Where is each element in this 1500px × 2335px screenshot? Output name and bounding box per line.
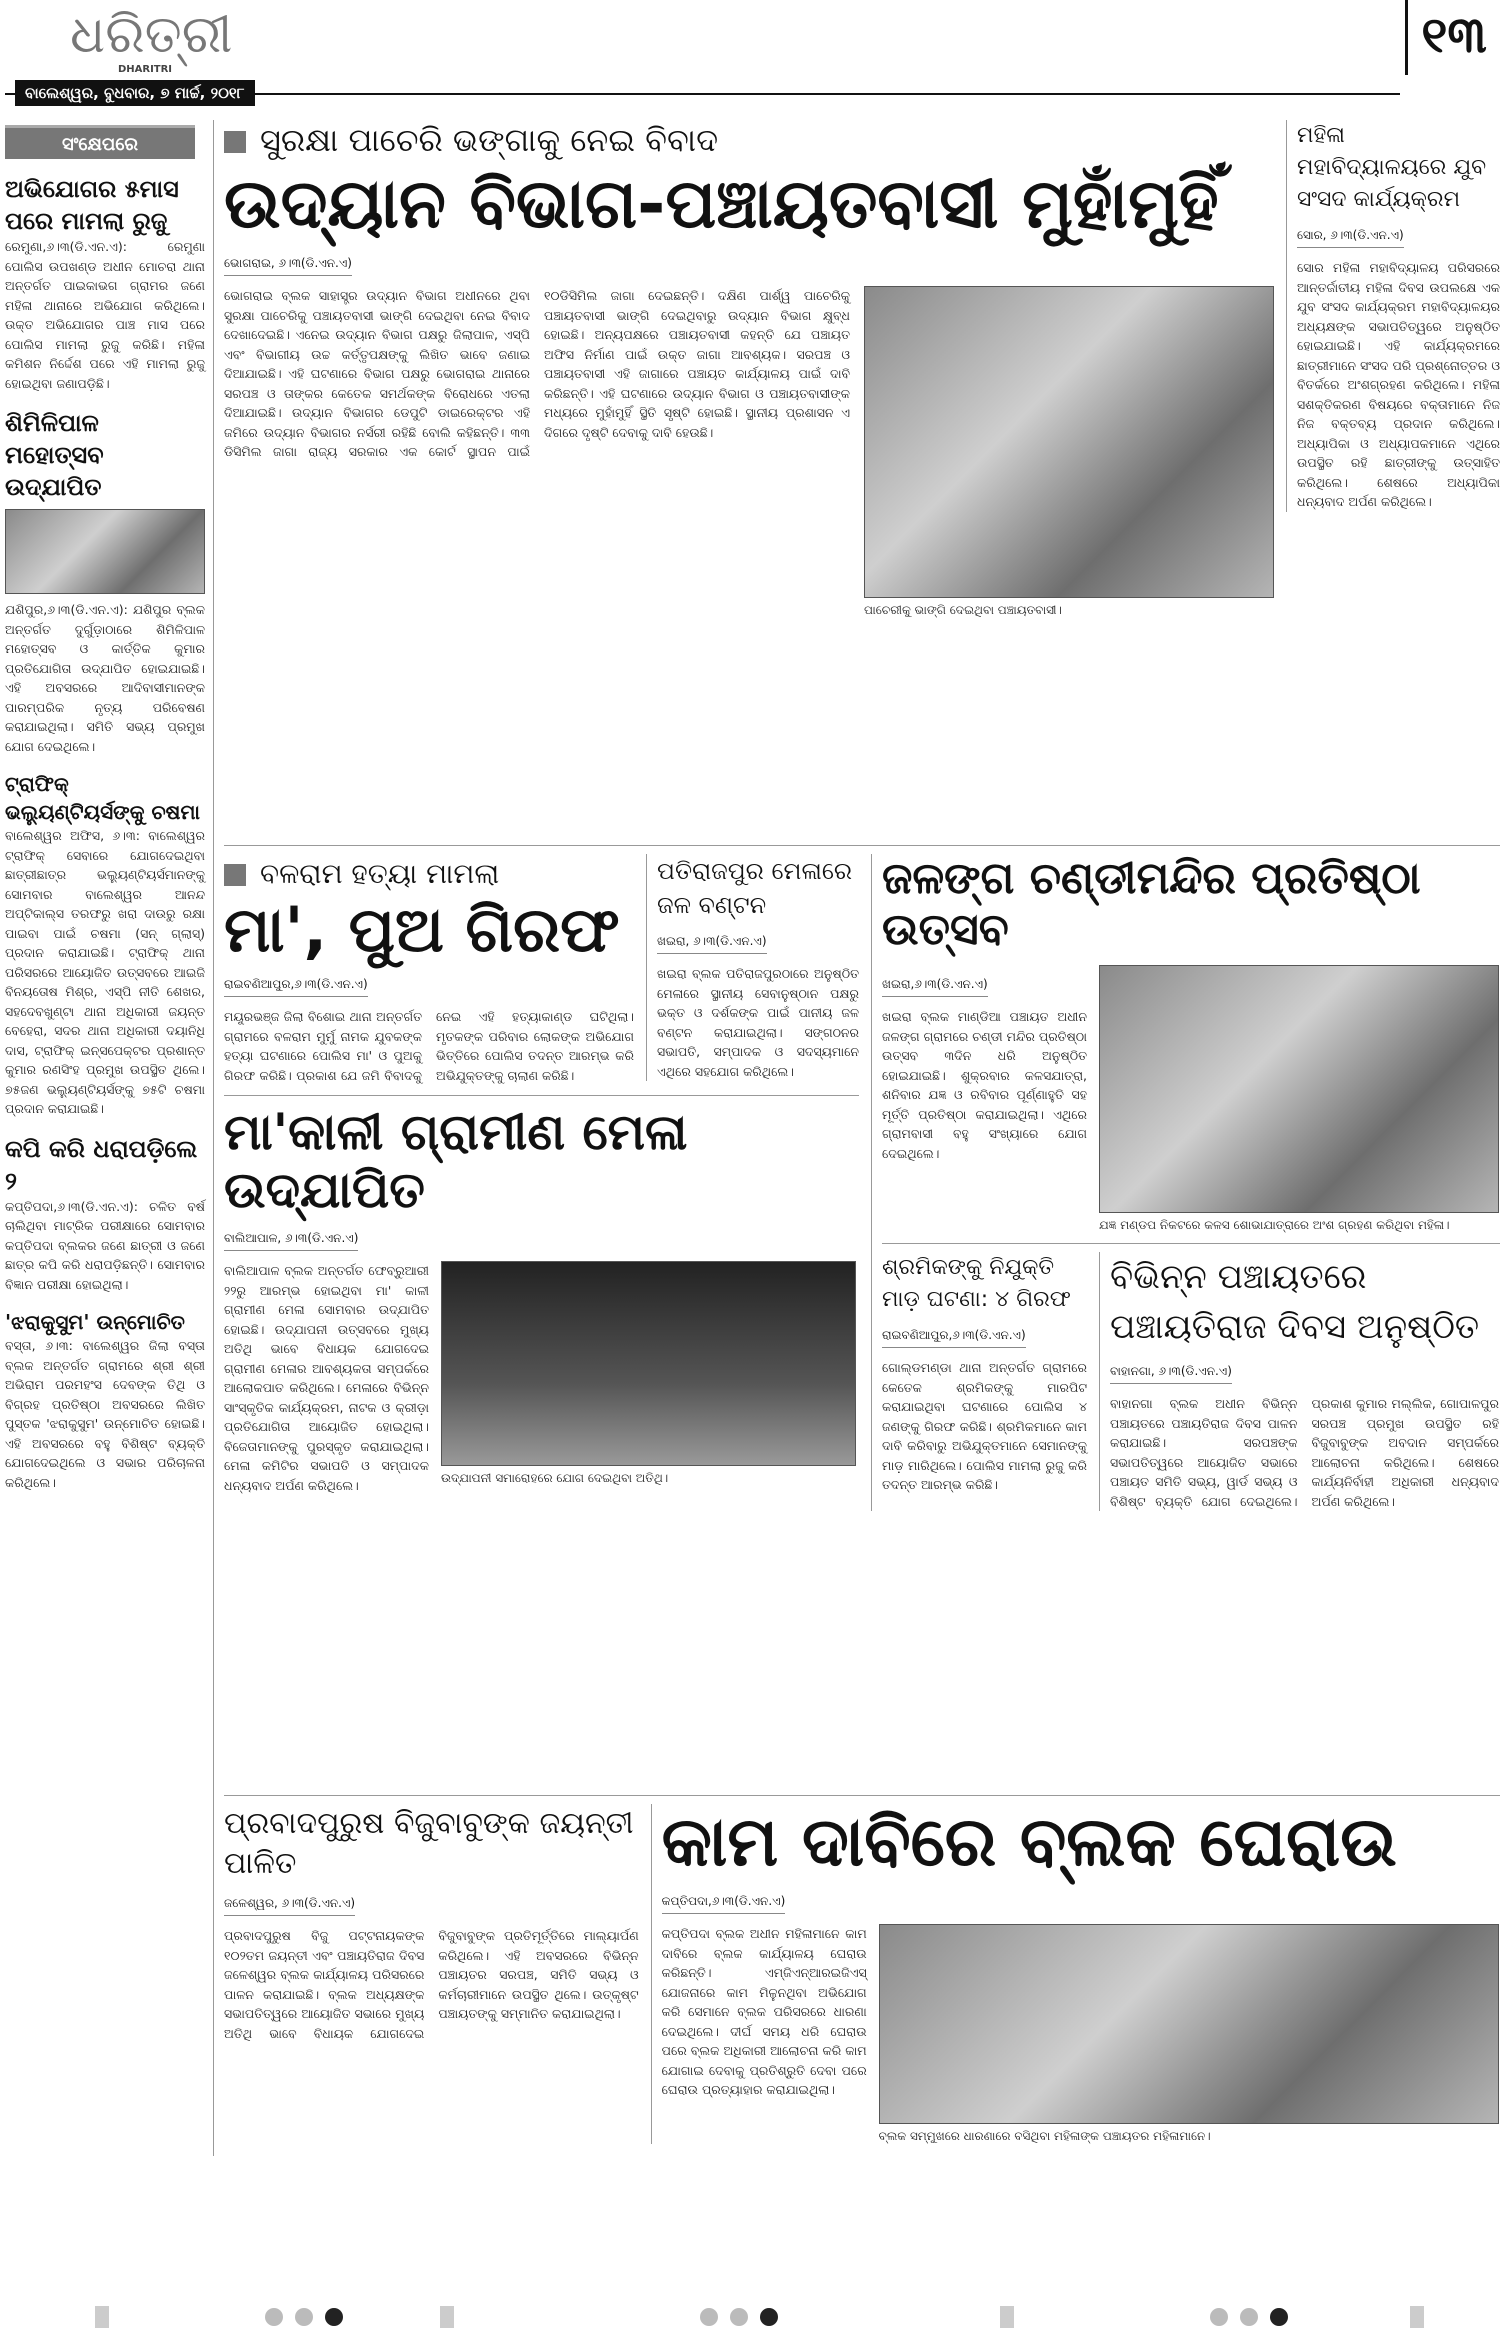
- logo-subtext: DHARITRI: [117, 64, 173, 75]
- dateline-bar: ବାଲେଶ୍ୱର, ବୁଧବାର, ୭ ମାର୍ଚ୍ଚ, ୨୦୧୮: [15, 80, 255, 106]
- water-story: [646, 854, 859, 1081]
- lead-headline: ଉଦ୍ୟାନ ବିଭାଗ-ପଞ୍ଚାୟତବାସୀ ମୁହାଁମୁହିଁ: [224, 165, 1219, 244]
- murder-headline: ମା', ପୁଅ ଗିରଫ: [224, 893, 620, 966]
- water-dateline: ଖଇରା, ୬।୩(ଡି.ଏନ.ଏ): [657, 933, 767, 954]
- lead-body: ଭୋଗରାଇ ବ୍ଲକ ସାହାସ୍ତ୍ର ଉଦ୍ୟାନ ବିଭାଗ ଅଧୀନରେ ଥିବା ସୁରକ୍ଷା ପାଚେରିକୁ ପଞ୍ଚାୟତବାସୀ ଭାଙ୍ଗି ଦେଇଥିବା ନେଇ ବିବାଦ ଦେଖାଦେଇଛି। ଏନେଇ ଉଦ୍ୟାନ ବିଭାଗ ପକ୍ଷରୁ ଜିଲାପାଳ, ଏସ୍‌ପି ଏବଂ ବିଭାଗୀୟ ଉଚ୍ଚ କର୍ତ୍ତୃପକ୍ଷଙ୍କୁ ଲିଖିତ ଭାବେ ଜଣାଇ ଦିଆଯାଇଛି। ଏହି ଘଟଣାରେ ବିଭାଗ ପକ୍ଷରୁ ଭୋଗରାଇ ଥାନାରେ ସରପଞ୍ଚ ଓ ତାଙ୍କର କେତେକ ସମର୍ଥକଙ୍କ ବିରୋଧରେ ଏତଲା ଦିଆଯାଇଛି। ଉଦ୍ୟାନ ବିଭାଗର ଡେପୁଟି ଡାଇରେକ୍ଟର ଏହି ଜମିରେ ଉଦ୍ୟାନ ବିଭାଗର ନର୍ସରୀ ରହିଛି ବୋଲି କହିଛନ୍ତି। ୩୩ ଡିସିମିଲ ଜାଗା ରାଜ୍ୟ ସରକାର ଏକ କୋର୍ଟ ସ୍ଥାପନ ପାଇଁ ୧୦ଡିସିମିଲ ଜାଗା ଦେଇଛନ୍ତି। ଦକ୍ଷିଣ ପାର୍ଶ୍ୱ ପାଚେରିକୁ ପଞ୍ଚାୟତବାସୀ ଭାଙ୍ଗି ଦେଇଥିବାରୁ ଉଦ୍ୟାନ ବିଭାଗ କ୍ଷୁବ୍ଧ ହୋଇଛି। ଅନ୍ୟପକ୍ଷରେ ପଞ୍ଚାୟତବାସୀ କହନ୍ତି ଯେ ପଞ୍ଚାୟତ ଅଫିସ ନିର୍ମାଣ ପାଇଁ ଉକ୍ତ ଜାଗା ଆବଶ୍ୟକ। ସରପଞ୍ଚ ଓ ପଞ୍ଚାୟତବାସୀ ଏହି ଜାଗାରେ ପଞ୍ଚାୟତ କାର୍ଯ୍ୟାଳୟ ପାଇଁ ଦାବି କରିଛନ୍ତି। ଏହି ଘଟଣାରେ ଉଦ୍ୟାନ ବିଭାଗ ଓ ପଞ୍ଚାୟତବାସୀଙ୍କ ମଧ୍ୟରେ ମୁହାଁମୁହିଁ ସ୍ଥିତି ସୃଷ୍ଟି ହୋଇଛି। ସ୍ଥାନୀୟ ପ୍ରଶାସନ ଏ ଦିଗରେ ଦୃଷ୍ଟି ଦେବାକୁ ଦାବି ହେଉଛି।: [224, 288, 850, 460]
- lead-photo-caption: ପାଚେରୀକୁ ଭାଙ୍ଗି ଦେଇଥିବା ପଞ୍ଚାୟତବାସୀ।: [864, 603, 1062, 618]
- gherao-photo: [879, 1924, 1499, 2124]
- gherao-dateline: କପ୍ତିପଦା,୬।୩(ଡି.ଏନ.ଏ): [662, 1893, 786, 1914]
- brief-title: 'ଝରାକୁସୁମ' ଉନ୍ମୋଚିତ: [5, 1310, 185, 1334]
- murder-body: ମୟୂରଭଞ୍ଜ ଜିଲା ବିଶୋଇ ଥାନା ଅନ୍ତର୍ଗତ ଗ୍ରାମରେ ବଳରାମ ମୁର୍ମୁ ନାମକ ଯୁବକଙ୍କ ହତ୍ୟା ଘଟଣାରେ ପୋଲିସ ମା' ଓ ପୁଅକୁ ଗିରଫ କରିଛି। ପ୍ରକାଶ ଯେ ଜମି ବିବାଦକୁ ନେଇ ଏହି ହତ୍ୟାକାଣ୍ଡ ଘଟିଥିଲା। ମୃତକଙ୍କ ପରିବାର ଲୋକଙ୍କ ଅଭିଯୋଗ ଭିତ୍ତିରେ ପୋଲିସ ତଦନ୍ତ ଆରମ୍ଭ କରି ଅଭିଯୁକ୍ତଙ୍କୁ ଚାଲାଣ କରିଛି।: [224, 1009, 634, 1083]
- bullet-square-icon: [224, 131, 246, 153]
- top-band: [224, 120, 1500, 845]
- brief-item: [5, 1133, 205, 1295]
- brief-title: ଟ୍ରାଫିକ୍ ଭଲ୍ୟୁଣ୍ଟିୟର୍ସଙ୍କୁ ଚଷମା: [5, 772, 200, 824]
- lead-kicker-text: ସୁରକ୍ଷା ପାଚେରି ଭଙ୍ଗାକୁ ନେଇ ବିବାଦ: [260, 121, 719, 159]
- brief-body: କପ୍ତିପଦା,୬।୩(ଡି.ଏନ.ଏ): ଚଳିତ ବର୍ଷ ଚାଲିଥିବା ମାଟ୍ରିକ ପରୀକ୍ଷାରେ ସୋମବାର କପ୍ତିପଦା ବ୍ଲକର ଜଣେ ଛାତ୍ରୀ ଓ ଜଣେ ଛାତ୍ର କପି କରି ଧରାପଡ଼ିଛନ୍ତି। ସୋମବାର ବିଜ୍ଞାନ ପରୀକ୍ଷା ହୋଇଥିଲା।: [5, 1198, 205, 1292]
- gherao-photo-caption: ବ୍ଲକ ସମ୍ମୁଖରେ ଧାରଣାରେ ବସିଥିବା ମହିଳାଙ୍କ ପଞ୍ଚାୟତର ମହିଳାମାନେ।: [878, 2129, 1211, 2144]
- middle-right: [871, 854, 1500, 1511]
- brief-title: କପି କରି ଧରାପଡ଼ିଲେ ୨: [5, 1134, 198, 1195]
- murder-kicker-text: ବଳରାମ ହତ୍ୟା ମାମଲା: [260, 857, 500, 890]
- fair-headline: ମା'କାଳୀ ଗ୍ରାମୀଣ ମେଳା ଉଦ୍‌ଯାପିତ: [224, 1103, 688, 1219]
- brief-body: ବସ୍ତା, ୬।୩: ବାଲେଶ୍ୱର ଜିଲା ବସ୍ତା ବ୍ଲକ ଅନ୍ତର୍ଗତ ଗ୍ରାମରେ ଶ୍ରୀ ଶ୍ରୀ ଅଭିରାମ ପରମହଂସ ଦେବଙ୍କ ତିଥି ଓ ବିଗ୍ରହ ପ୍ରତିଷ୍ଠା ଅବସରରେ ଲିଖିତ ପୁସ୍ତକ 'ଝରାକୁସୁମ' ଉନ୍ମୋଚିତ ହୋଇଛି। ଏହି ଅବସରରେ ବହୁ ବିଶିଷ୍ଟ ବ୍ୟକ୍ତି ଯୋଗଦେଇଥିଲେ ଓ ସଭାର ପରିଚାଳନା କରିଥିଲେ।: [5, 1338, 205, 1490]
- briefs-column: [5, 125, 205, 1492]
- murder-dateline: ରାଇବଣିଆପୁର,୬।୩(ଡି.ଏନ.ଏ): [224, 976, 368, 997]
- water-body: ଖଇରା ବ୍ଲକ ପତିରାଜପୁରଠାରେ ଅନୁଷ୍ଠିତ ମେଳାରେ ସ୍ଥାନୀୟ ସେବାନୁଷ୍ଠାନ ପକ୍ଷରୁ ଭକ୍ତ ଓ ଦର୍ଶକଙ୍କ ପାଇଁ ପାନୀୟ ଜଳ ବଣ୍ଟନ କରାଯାଇଥିଲା। ସଙ୍ଗଠନର ସଭାପତି, ସମ୍ପାଦକ ଓ ସଦସ୍ୟମାନେ ଏଥିରେ ସହଯୋଗ କରିଥିଲେ।: [657, 966, 859, 1079]
- side-story-body: ସୋର ମହିଳା ମହାବିଦ୍ୟାଳୟ ପରିସରରେ ଆନ୍ତର୍ଜାତୀୟ ମହିଳା ଦିବସ ଉପଲକ୍ଷେ ଏକ ଯୁବ ସଂସଦ କାର୍ଯ୍ୟକ୍ରମ ମହାବିଦ୍ୟାଳୟର ଅଧ୍ୟକ୍ଷଙ୍କ ସଭାପତିତ୍ୱରେ ଅନୁଷ୍ଠିତ ହୋଇଯାଇଛି। ଏହି କାର୍ଯ୍ୟକ୍ରମରେ ଛାତ୍ରୀମାନେ ସଂସଦ ପରି ପ୍ରଶ୍ନୋତ୍ତର ଓ ବିତର୍କରେ ଅଂଶଗ୍ରହଣ କରିଥିଲେ। ମହିଳା ସଶକ୍ତିକରଣ ବିଷୟରେ ବକ୍ତାମାନେ ନିଜ ନିଜ ବକ୍ତବ୍ୟ ପ୍ରଦାନ କରିଥିଲେ। ଅଧ୍ୟାପିକା ଓ ଅଧ୍ୟାପକମାନେ ଏଥିରେ ଉପସ୍ଥିତ ରହି ଛାତ୍ରୀଙ୍କୁ ଉତ୍ସାହିତ କରିଥିଲେ। ଶେଷରେ ଅଧ୍ୟାପିକା ଧନ୍ୟବାଦ ଅର୍ପଣ କରିଥିଲେ।: [1297, 260, 1500, 509]
- labour-story: [882, 1252, 1087, 1495]
- side-story-dateline: ସୋର, ୬।୩(ଡି.ଏନ.ଏ): [1297, 227, 1404, 248]
- biju-headline: ପ୍ରବାଦପୁରୁଷ ବିଜୁବାବୁଙ୍କ ଜୟନ୍ତୀ ପାଳିତ: [224, 1806, 634, 1881]
- gherao-headline: କାମ ଦାବିରେ ବ୍ଲକ ଘେରାଉ: [661, 1803, 1397, 1882]
- bullet-square-icon: [224, 864, 246, 886]
- logo-text: ଧରିତ୍ରୀ: [70, 5, 233, 65]
- murder-story: [224, 854, 634, 1085]
- lead-photo: [864, 286, 1274, 598]
- brief-title: ଶିମିଳିପାଳ ମହୋତ୍ସବ ଉଦ୍‌ଯାପିତ: [5, 409, 104, 501]
- biju-story: [224, 1804, 639, 2043]
- panchayat-headline: ବିଭିନ୍ନ ପଞ୍ଚାୟତରେ ପଞ୍ଚାୟତିରାଜ ଦିବସ ଅନୁଷ୍ଠିତ: [1110, 1257, 1480, 1348]
- temple-photo: [1099, 965, 1499, 1213]
- gherao-body: କପ୍ତିପଦା ବ୍ଲକ ଅଧୀନ ମହିଳାମାନେ କାମ ଦାବିରେ ବ୍ଲକ କାର୍ଯ୍ୟାଳୟ ଘେରାଉ କରିଛନ୍ତି। ଏମ୍‌ଜିଏନ୍‌ଆରଇଜିଏସ୍ ଯୋଜନାରେ କାମ ମିଳୁନଥିବା ଅଭିଯୋଗ କରି ସେମାନେ ବ୍ଲକ ପରିସରରେ ଧାରଣା ଦେଇଥିଲେ। ଦୀର୍ଘ ସମୟ ଧରି ଘେରାଉ ପରେ ବ୍ଲକ ଅଧିକାରୀ ଆଲୋଚନା କରି କାମ ଯୋଗାଇ ଦେବାକୁ ପ୍ରତିଶ୍ରୁତି ଦେବା ପରେ ଘେରାଉ ପ୍ରତ୍ୟାହାର କରାଯାଇଥିଲା।: [661, 1926, 867, 2098]
- lead-kicker: [224, 120, 1274, 160]
- water-title: ପତିରାଜପୁର ମେଳାରେ ଜଳ ବଣ୍ଟନ: [657, 857, 853, 919]
- brief-body: ଯଶିପୁର,୬।୩(ଡି.ଏନ.ଏ): ଯଶିପୁର ବ୍ଲକ ଅନ୍ତର୍ଗତ ଦୁର୍ଗୁଡ଼ାଠାରେ ଶିମିଳିପାଳ ମହୋତ୍ସବ ଓ କାର୍ତ୍ତିକ କୁମାର ପ୍ରତିଯୋଗିତା ଉଦ୍‌ଯାପିତ ହୋଇଯାଇଛି। ଏହି ଅବସରରେ ଆଦିବାସୀମାନଙ୍କ ପାରମ୍ପରିକ ନୃତ୍ୟ ପରିବେଷଣ କରାଯାଇଥିଲା। ସମିତି ସଭ୍ୟ ପ୍ରମୁଖ ଯୋଗ ଦେଇଥିଲେ।: [5, 602, 205, 754]
- lead-dateline: ଭୋଗରାଇ, ୬।୩(ଡି.ଏନ.ଏ): [224, 255, 352, 276]
- brief-body: ବାଲେଶ୍ୱର ଅଫିସ, ୬।୩: ବାଲେଶ୍ୱର ଟ୍ରାଫିକ୍ ସେବାରେ ଯୋଗଦେଇଥିବା ଛାତ୍ରୀଛାତ୍ର ଭଲ୍ୟୁଣ୍ଟିୟର୍ସମାନଙ୍କୁ ସୋମବାର ବାଲେଶ୍ୱର ଆନନ୍ଦ ଅପ୍‌ଟିକାଲ୍ସ ତରଫରୁ ଖରା ଦାଉରୁ ରକ୍ଷା ପାଇବା ପାଇଁ ଚଷମା (ସନ୍ ଗ୍ଲାସ୍) ପ୍ରଦାନ କରାଯାଇଛି। ଟ୍ରାଫିକ୍ ଥାନା ପରିସରରେ ଆୟୋଜିତ ଉତ୍ସବରେ ଆଇଜି ବିନୟତୋଷ ମିଶ୍ର, ଏସ୍‌ପି ନୀତି ଶେଖର, ସହଦେବଖୁଣ୍ଟା ଥାନା ଅଧିକାରୀ ଜୟନ୍ତ ବେହେରା, ସଦର ଥାନା ଅଧିକାରୀ ଦୟାନିଧି ଦାସ, ଟ୍ରାଫିକ୍ ଇନ୍‌ସପେକ୍ଟର ପ୍ରଶାନ୍ତ କୁମାର ରଣସିଂହ ପ୍ରମୁଖ ଉପସ୍ଥିତ ଥିଲେ। ୭୫ଜଣ ଭଲ୍ୟୁଣ୍ଟିୟର୍ସଙ୍କୁ ୭୫ଟି ଚଷମା ପ୍ରଦାନ କରାଯାଇଛି।: [5, 828, 205, 1116]
- middle-left: [224, 854, 859, 1495]
- brief-item: [5, 173, 205, 393]
- biju-body: ପ୍ରବାଦପୁରୁଷ ବିଜୁ ପଟ୍ଟନାୟକଙ୍କ ୧୦୨ତମ ଜୟନ୍ତୀ ଏବଂ ପଞ୍ଚାୟତିରାଜ ଦିବସ ଜଳେଶ୍ୱର ବ୍ଲକ କାର୍ଯ୍ୟାଳୟ ପରିସରରେ ପାଳନ କରାଯାଇଛି। ବ୍ଲକ ଅଧ୍ୟକ୍ଷଙ୍କ ସଭାପତିତ୍ୱରେ ଆୟୋଜିତ ସଭାରେ ମୁଖ୍ୟ ଅତିଥି ଭାବେ ବିଧାୟକ ଯୋଗଦେଇ ବିଜୁବାବୁଙ୍କ ପ୍ରତିମୂର୍ତ୍ତିରେ ମାଲ୍ୟାର୍ପଣ କରିଥିଲେ। ଏହି ଅବସରରେ ବିଭିନ୍ନ ପଞ୍ଚାୟତର ସରପଞ୍ଚ, ସମିତି ସଭ୍ୟ ଓ କର୍ମଚାରୀମାନେ ଉପସ୍ଥିତ ଥିଲେ। ଉତ୍କୃଷ୍ଟ ପଞ୍ଚାୟତଙ୍କୁ ସମ୍ମାନିତ କରାଯାଇଥିଲା।: [224, 1928, 639, 2041]
- labour-dateline: ରାଇବଣିଆପୁର,୬।୩(ଡି.ଏନ.ଏ): [882, 1327, 1026, 1348]
- fair-photo-caption: ଉଦ୍‌ଯାପନୀ ସମାରୋହରେ ଯୋଗ ଦେଇଥିବା ଅତିଥି।: [441, 1471, 669, 1486]
- brief-body: ରେମୁଣା,୬।୩(ଡି.ଏନ.ଏ): ରେମୁଣା ପୋଲିସ ଉପଖଣ୍ଡ ଅଧୀନ ମୋଚରା ଥାନା ଅନ୍ତର୍ଗତ ପାଇକାଭଗ ଗ୍ରାମର ଜଣେ ମହିଳା ଥାନାରେ ଅଭିଯୋଗ କରିଥିଲେ। ଉକ୍ତ ଅଭିଯୋଗର ପାଞ୍ଚ ମାସ ପରେ ପୋଲିସ ମାମଲା ରୁଜୁ କରିଛି। ମହିଳା କମିଶନ ନିର୍ଦ୍ଦେଶ ପରେ ଏହି ମାମଲା ରୁଜୁ ହୋଇଥିବା ଜଣାପଡ଼ିଛି।: [5, 239, 205, 391]
- temple-photo-caption: ଯଜ୍ଞ ମଣ୍ଡପ ନିକଟରେ କଳସ ଶୋଭାଯାତ୍ରାରେ ଅଂଶ ଗ୍ରହଣ କରିଥିବା ମହିଳା।: [1099, 1218, 1450, 1233]
- page-number: ୧୩: [1405, 0, 1500, 75]
- murder-kicker: [224, 854, 634, 894]
- temple-headline: ଜଳଙ୍ଗ ଚଣ୍ଡୀମନ୍ଦିର ପ୍ରତିଷ୍ଠା ଉତ୍ସବ: [882, 853, 1421, 955]
- brief-item: [5, 407, 205, 756]
- bottom-band: [224, 1795, 1500, 2156]
- fair-body: ବାଲିଆପାଳ ବ୍ଲକ ଅନ୍ତର୍ଗତ ଫେବ୍ରୁଆରୀ ୨୨ରୁ ଆରମ୍ଭ ହୋଇଥିବା ମା' କାଳୀ ଗ୍ରାମୀଣ ମେଳା ସୋମବାର ଉଦ୍‌ଯାପିତ ହୋଇଛି। ଉଦ୍‌ଯାପନୀ ଉତ୍ସବରେ ମୁଖ୍ୟ ଅତିଥି ଭାବେ ବିଧାୟକ ଯୋଗଦେଇ ଗ୍ରାମୀଣ ମେଳାର ଆବଶ୍ୟକତା ସମ୍ପର୍କରେ ଆଲୋକପାତ କରିଥିଲେ। ମେଳାରେ ବିଭିନ୍ନ ସାଂସ୍କୃତିକ କାର୍ଯ୍ୟକ୍ରମ, ନାଟକ ଓ କ୍ରୀଡ଼ା ପ୍ରତିଯୋଗିତା ଆୟୋଜିତ ହୋଇଥିଲା। ବିଜେତାମାନଙ୍କୁ ପୁରସ୍କୃତ କରାଯାଇଥିଲା। ମେଳା କମିଟିର ସଭାପତି ଓ ସମ୍ପାଦକ ଧନ୍ୟବାଦ ଅର୍ପଣ କରିଥିଲେ।: [224, 1263, 429, 1493]
- panchayat-story: [1099, 1252, 1499, 1511]
- side-story: [1286, 120, 1500, 512]
- lead-photo-block: [864, 286, 1274, 618]
- labour-body: ଗୋଲ୍ଡମଣ୍ଡା ଥାନା ଅନ୍ତର୍ଗତ ଗ୍ରାମରେ କେତେକ ଶ୍ରମିକଙ୍କୁ ମାରପିଟ କରାଯାଇଥିବା ଘଟଣାରେ ପୋଲିସ ୪ ଜଣଙ୍କୁ ଗିରଫ କରିଛି। ଶ୍ରମିକମାନେ କାମ ଦାବି କରିବାରୁ ଅଭିଯୁକ୍ତମାନେ ସେମାନଙ୍କୁ ମାଡ଼ ମାରିଥିଲେ। ପୋଲିସ ମାମଲା ରୁଜୁ କରି ତଦନ୍ତ ଆରମ୍ଭ କରିଛି।: [882, 1360, 1087, 1493]
- gherao-story: [651, 1804, 1500, 2144]
- brief-photo: [5, 509, 205, 594]
- temple-dateline: ଖଇରା,୬।୩(ଡି.ଏନ.ଏ): [882, 976, 988, 997]
- panchayat-body: ବାହାନଗା ବ୍ଲକ ଅଧୀନ ବିଭିନ୍ନ ପଞ୍ଚାୟତରେ ପଞ୍ଚାୟତିରାଜ ଦିବସ ପାଳନ କରାଯାଇଛି। ସରପଞ୍ଚଙ୍କ ସଭାପତିତ୍ୱରେ ଆୟୋଜିତ ସଭାରେ ପଞ୍ଚାୟତ ସମିତି ସଭ୍ୟ, ୱାର୍ଡ ସଭ୍ୟ ଓ ବିଶିଷ୍ଟ ବ୍ୟକ୍ତି ଯୋଗ ଦେଇଥିଲେ। ପ୍ରକାଶ କୁମାର ମଲ୍ଲିକ, ଗୋପାଳପୁର ସରପଞ୍ଚ ପ୍ରମୁଖ ଉପସ୍ଥିତ ରହି ବିଜୁବାବୁଙ୍କ ଅବଦାନ ସମ୍ପର୍କରେ ଆଲୋଚନା କରିଥିଲେ। ଶେଷରେ କାର୍ଯ୍ୟନିର୍ବାହୀ ଅଧିକାରୀ ଧନ୍ୟବାଦ ଅର୍ପଣ କରିଥିଲେ।: [1110, 1396, 1499, 1509]
- brief-item: [5, 770, 205, 1119]
- fair-story: [224, 1095, 859, 1495]
- lead-story: [224, 120, 1274, 618]
- labour-title: ଶ୍ରମିକଙ୍କୁ ନିଯୁକ୍ତି ମାଡ଼ ଘଟଣା: ୪ ଗିରଫ: [882, 1255, 1071, 1313]
- biju-dateline: ଜଳେଶ୍ୱର, ୬।୩(ଡି.ଏନ.ଏ): [224, 1895, 355, 1916]
- print-registration-marks: [0, 2300, 1500, 2335]
- panchayat-dateline: ବାହାନଗା, ୬।୩(ଡି.ଏନ.ଏ): [1110, 1363, 1232, 1384]
- middle-band: [224, 845, 1500, 1795]
- temple-body: ଖଇରା ବ୍ଲକ ମାଣ୍ଡିଆ ପଞ୍ଚାୟତ ଅଧୀନ ଜଳଙ୍ଗ ଗ୍ରାମରେ ଚଣ୍ଡୀ ମନ୍ଦିର ପ୍ରତିଷ୍ଠା ଉତ୍ସବ ୩ଦିନ ଧରି ଅନୁଷ୍ଠିତ ହୋଇଯାଇଛି। ଶୁକ୍ରବାର କଳସଯାତ୍ରା, ଶନିବାର ଯଜ୍ଞ ଓ ରବିବାର ପୂର୍ଣ୍ଣାହୁତି ସହ ମୂର୍ତ୍ତି ପ୍ରତିଷ୍ଠା କରାଯାଇଥିଲା। ଏଥିରେ ଗ୍ରାମବାସୀ ବହୁ ସଂଖ୍ୟାରେ ଯୋଗ ଦେଇଥିଲେ।: [882, 1009, 1087, 1161]
- main-area: [213, 120, 1500, 2156]
- fair-dateline: ବାଲିଆପାଳ, ୬।୩(ଡି.ଏନ.ଏ): [224, 1230, 358, 1251]
- side-story-title: ମହିଳା ମହାବିଦ୍ୟାଳୟରେ ଯୁବ ସଂସଦ କାର୍ଯ୍ୟକ୍ରମ: [1297, 123, 1487, 212]
- brief-item: [5, 1308, 205, 1492]
- briefs-tag: ସଂକ୍ଷେପରେ: [5, 125, 195, 159]
- brief-title: ଅଭିଯୋଗର ୫ମାସ ପରେ ମାମଲା ରୁଜୁ: [5, 175, 179, 235]
- fair-photo: [441, 1261, 856, 1466]
- newspaper-logo: [70, 5, 233, 80]
